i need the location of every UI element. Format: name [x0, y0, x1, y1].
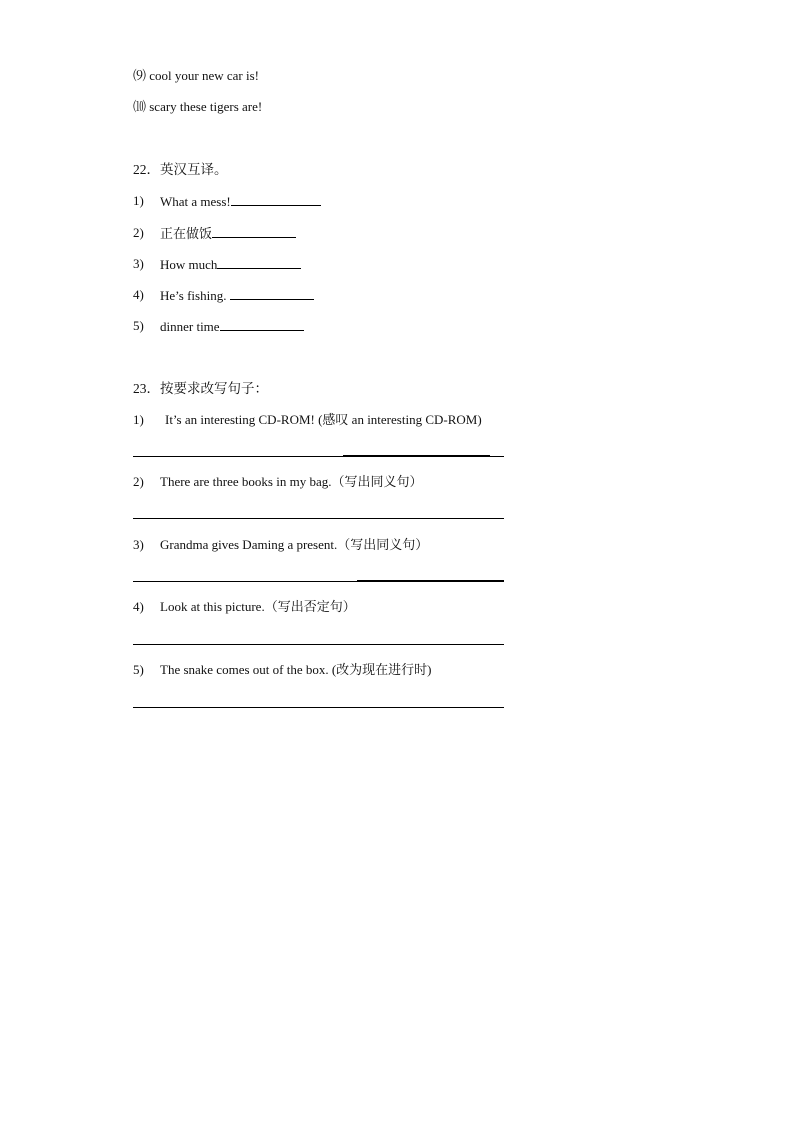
- exercise-item-10: ⑽ scary these tigers are!: [133, 99, 263, 114]
- answer-blank[interactable]: [217, 256, 301, 269]
- q23-item-1-number: 1): [133, 412, 144, 427]
- q22-item-5-text: dinner time: [160, 319, 220, 334]
- q22-item-5-number: 5): [133, 318, 144, 333]
- q22-item-3-number: 3): [133, 256, 144, 271]
- q22-item-4: [160, 287, 314, 304]
- q23-item-2-text: There are three books in my bag.（写出同义句）: [160, 474, 423, 489]
- q22-item-2-number: 2): [133, 225, 144, 240]
- answer-line-overlay: [343, 455, 490, 457]
- q22-item-1-text: What a mess!: [160, 194, 231, 209]
- q23-item-3-number: 3): [133, 537, 144, 552]
- question-23-heading: 23．按要求改写句子：: [133, 381, 268, 396]
- q23-item-2-number: 2): [133, 474, 144, 489]
- q22-item-3: [160, 256, 301, 273]
- q23-item-1-text: It’s an interesting CD-ROM! (感叹 an interesting CD-ROM): [165, 412, 482, 427]
- q22-item-4-text: He’s fishing.: [160, 288, 230, 303]
- q22-item-3-text: How much: [160, 257, 218, 272]
- answer-line[interactable]: [133, 518, 504, 519]
- answer-line-overlay: [357, 580, 504, 582]
- q23-item-5-text: The snake comes out of the box. (改为现在进行时): [160, 662, 432, 677]
- exercise-item-9: ⑼ cool your new car is!: [133, 68, 259, 83]
- q22-item-2-text: 正在做饭: [160, 226, 213, 241]
- q22-item-1-number: 1): [133, 193, 144, 208]
- q23-item-3-text: Grandma gives Daming a present.（写出同义句）: [160, 537, 429, 552]
- q22-item-2: [160, 225, 296, 242]
- q22-item-4-number: 4): [133, 287, 144, 302]
- q23-item-5-number: 5): [133, 662, 144, 677]
- q23-item-4-text: Look at this picture.（写出否定句）: [160, 599, 356, 614]
- answer-line[interactable]: [133, 707, 504, 708]
- answer-blank[interactable]: [220, 318, 304, 331]
- q23-item-4-number: 4): [133, 599, 144, 614]
- answer-blank[interactable]: [231, 193, 321, 206]
- q22-item-1: [160, 193, 321, 210]
- answer-blank[interactable]: [230, 287, 314, 300]
- answer-blank[interactable]: [212, 225, 296, 238]
- answer-line[interactable]: [133, 644, 504, 645]
- q22-item-5: [160, 318, 304, 335]
- question-22-heading: 22．英汉互译。: [133, 162, 228, 177]
